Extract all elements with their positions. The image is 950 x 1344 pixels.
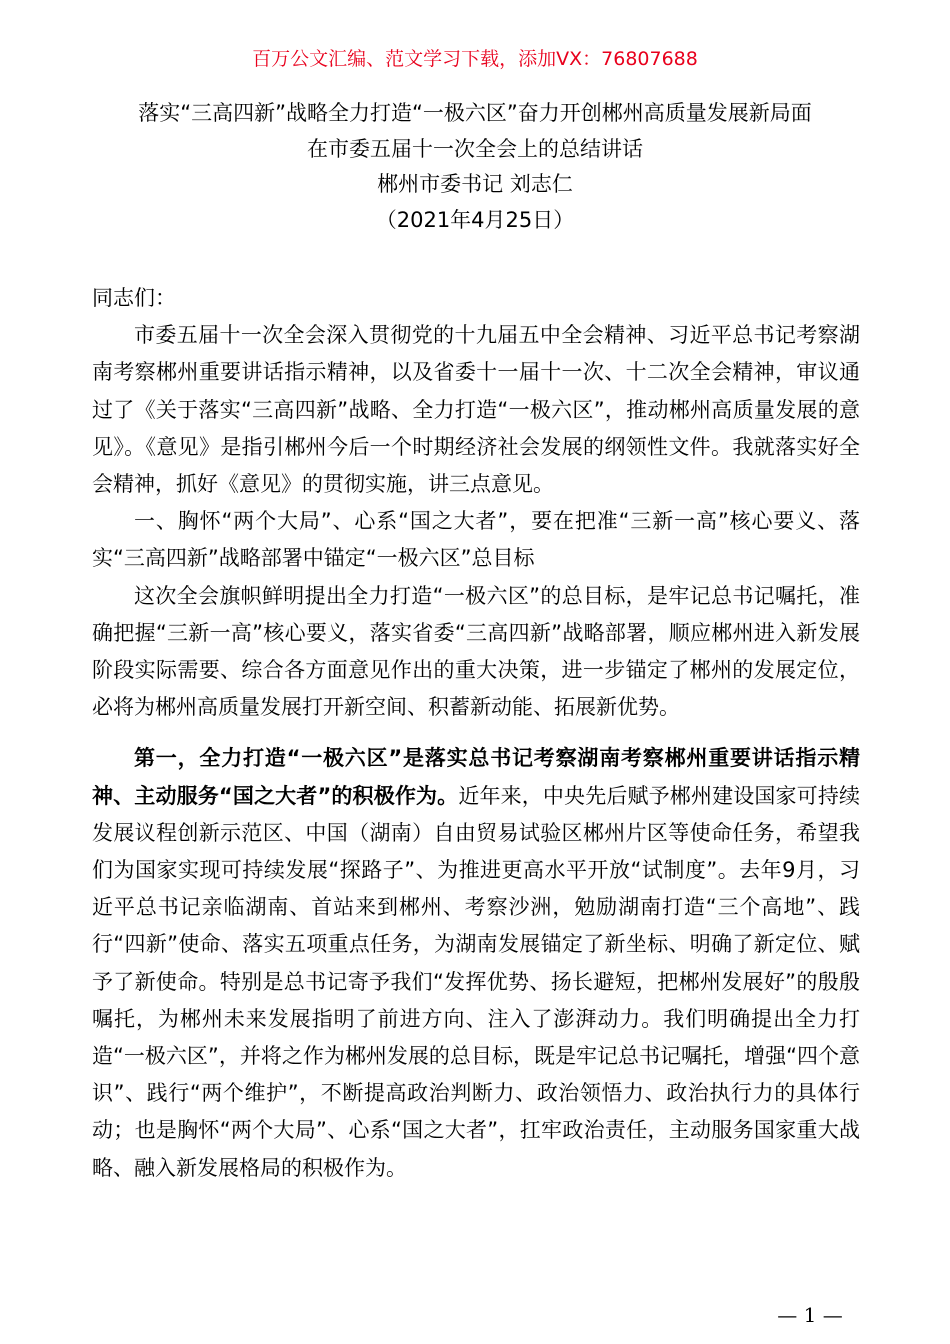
paragraph-intro: 市委五届十一次全会深入贯彻党的十九届五中全会精神、习近平总书记考察湖南考察郴州重要讲话指示精神，以及省委十一届十一次、十二次全会精神，审议通过了《关于落实“三高四新”战略、全力打造“一极六区”，推动郴州高质量发展的意见》。《意见》是指引郴州今后一个时期经济社会发展的纲领性文件。我就落实好全会精神，抓好《意见》的贯彻实施，讲三点意见。 — [92, 323, 860, 497]
point-1-body: 近年来，中央先后赋予郴州建设国家可持续发展议程创新示范区、中国（湖南）自由贸易试验区郴州片区等使命任务，希望我们为国家实现可持续发展“探路子”、为推进更高水平开放“试制度”。去年9月，习近平总书记亲临湖南、首站来到郴州、考察沙洲，勉励湖南打造“三个高地”、践行“四新”使命、落实五项重点任务，为湖南发展锚定了新坐标、明确了新定位、赋予了新使命。特别是总书记寄予我们“发挥优势、扬长避短，把郴州发展好”的殷殷嘱托，为郴州未来发展指明了前进方向、注入了澎湃动力。我们明确提出全力打造“一极六区”，并将之作为郴州发展的总目标，既是牢记总书记嘱托，增强“四个意识”、践行“两个维护”，不断提高政治判断力、政治领悟力、政治执行力的具体行动；也是胸怀“两个大局”、心系“国之大者”，扛牢政治责任，主动服务国家重大战略、融入新发展格局的积极作为。 — [92, 783, 861, 1180]
paragraph-point-1 — [92, 740, 860, 1186]
section-heading-1: 一、胸怀“两个大局”、心系“国之大者”，要在把准“三新一高”核心要义、落实“三高四新”战略部署中锚定“一极六区”总目标 — [92, 509, 860, 571]
document-title: 落实“三高四新”战略全力打造“一极六区”奋力开创郴州高质量发展新局面 — [138, 101, 812, 125]
document-date: （2021年4月25日） — [375, 207, 575, 232]
document-body — [92, 280, 860, 1187]
title-block — [60, 96, 890, 238]
watermark-banner: 百万公文汇编、范文学习下载，添加VX：76807688 — [252, 48, 698, 70]
page-number: — 1 — — [777, 1303, 843, 1327]
point-1-lead: 第一，全力打造“一极六区”是落实总书记考察湖南考察郴州重要讲话指示精神、主动服务“国之大者”的积极作为。 — [92, 746, 860, 808]
document-subtitle: 在市委五届十一次全会上的总结讲话 — [307, 136, 643, 161]
salutation: 同志们： — [92, 286, 176, 310]
document-author: 郴州市委书记 刘志仁 — [377, 172, 573, 196]
paragraph-section-1: 这次全会旗帜鲜明提出全力打造“一极六区”的总目标，是牢记总书记嘱托，准确把握“三新一高”核心要义，落实省委“三高四新”战略部署，顺应郴州进入新发展阶段实际需要、综合各方面意见作出的重大决策，进一步锚定了郴州的发展定位，必将为郴州高质量发展打开新空间、积蓄新动能、拓展新优势。 — [92, 583, 860, 720]
